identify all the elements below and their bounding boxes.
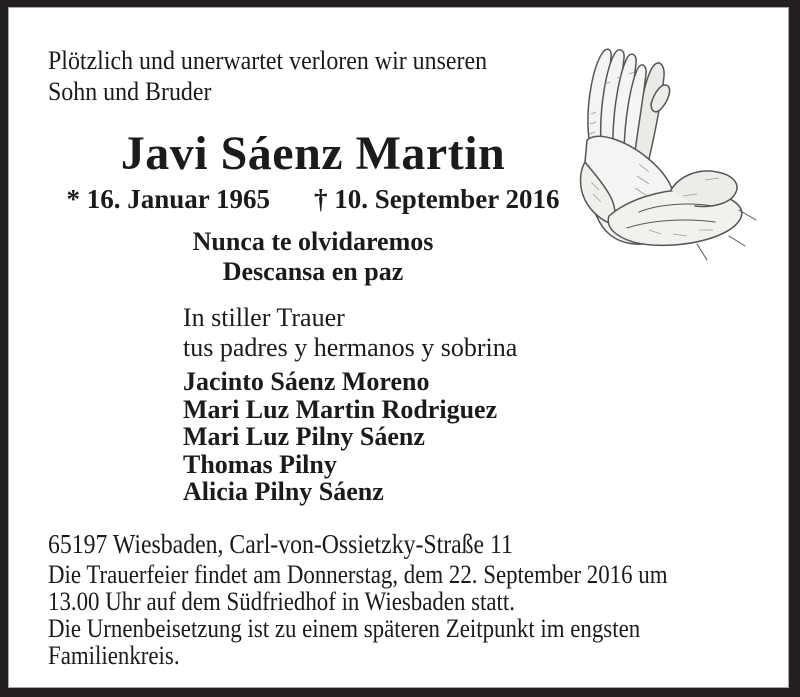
intro-text xyxy=(48,45,487,107)
funeral-line-1: Die Trauerfeier findet am Donnerstag, dem 22. September 2016 um xyxy=(48,560,668,589)
deceased-name: Javi Sáenz Martin xyxy=(120,127,506,180)
praying-hands-icon xyxy=(579,44,757,262)
address-line: 65197 Wiesbaden, Carl-von-Ossietzky-Straße 11 xyxy=(48,529,513,559)
mourner-name: Mari Luz Pilny Sáenz xyxy=(183,422,425,451)
motto-line-2: Descansa en paz xyxy=(222,257,404,286)
life-dates xyxy=(40,185,586,213)
mourner-name: Thomas Pilny xyxy=(183,449,337,479)
mourning-line-1: In stiller Trauer xyxy=(183,303,345,332)
funeral-line-3: Die Urnenbeisetzung ist zu einem späteren Zeitpunkt im engsten xyxy=(48,614,641,643)
death-date: † 10. September 2016 xyxy=(314,184,560,214)
mourners-list xyxy=(183,368,497,506)
mourning-line-2: tus padres y hermanos y sobrina xyxy=(183,333,518,362)
mourner-name: Alicia Pilny Sáenz xyxy=(183,477,384,506)
mourner-name: Jacinto Sáenz Moreno xyxy=(183,367,430,396)
farewell-motto xyxy=(40,227,586,287)
mourning-intro xyxy=(183,303,517,363)
funeral-line-4: Familienkreis. xyxy=(48,641,180,670)
birth-date: * 16. Januar 1965 xyxy=(66,184,271,214)
funeral-information xyxy=(48,561,668,669)
funeral-line-2: 13.00 Uhr auf dem Südfriedhof in Wiesbaden statt. xyxy=(48,587,515,616)
motto-line-1: Nunca te olvidaremos xyxy=(192,227,434,256)
intro-line-2: Sohn und Bruder xyxy=(48,77,212,106)
mourner-name: Mari Luz Martin Rodriguez xyxy=(183,394,498,424)
intro-line-1: Plötzlich und unerwartet verloren wir unseren xyxy=(48,46,488,75)
